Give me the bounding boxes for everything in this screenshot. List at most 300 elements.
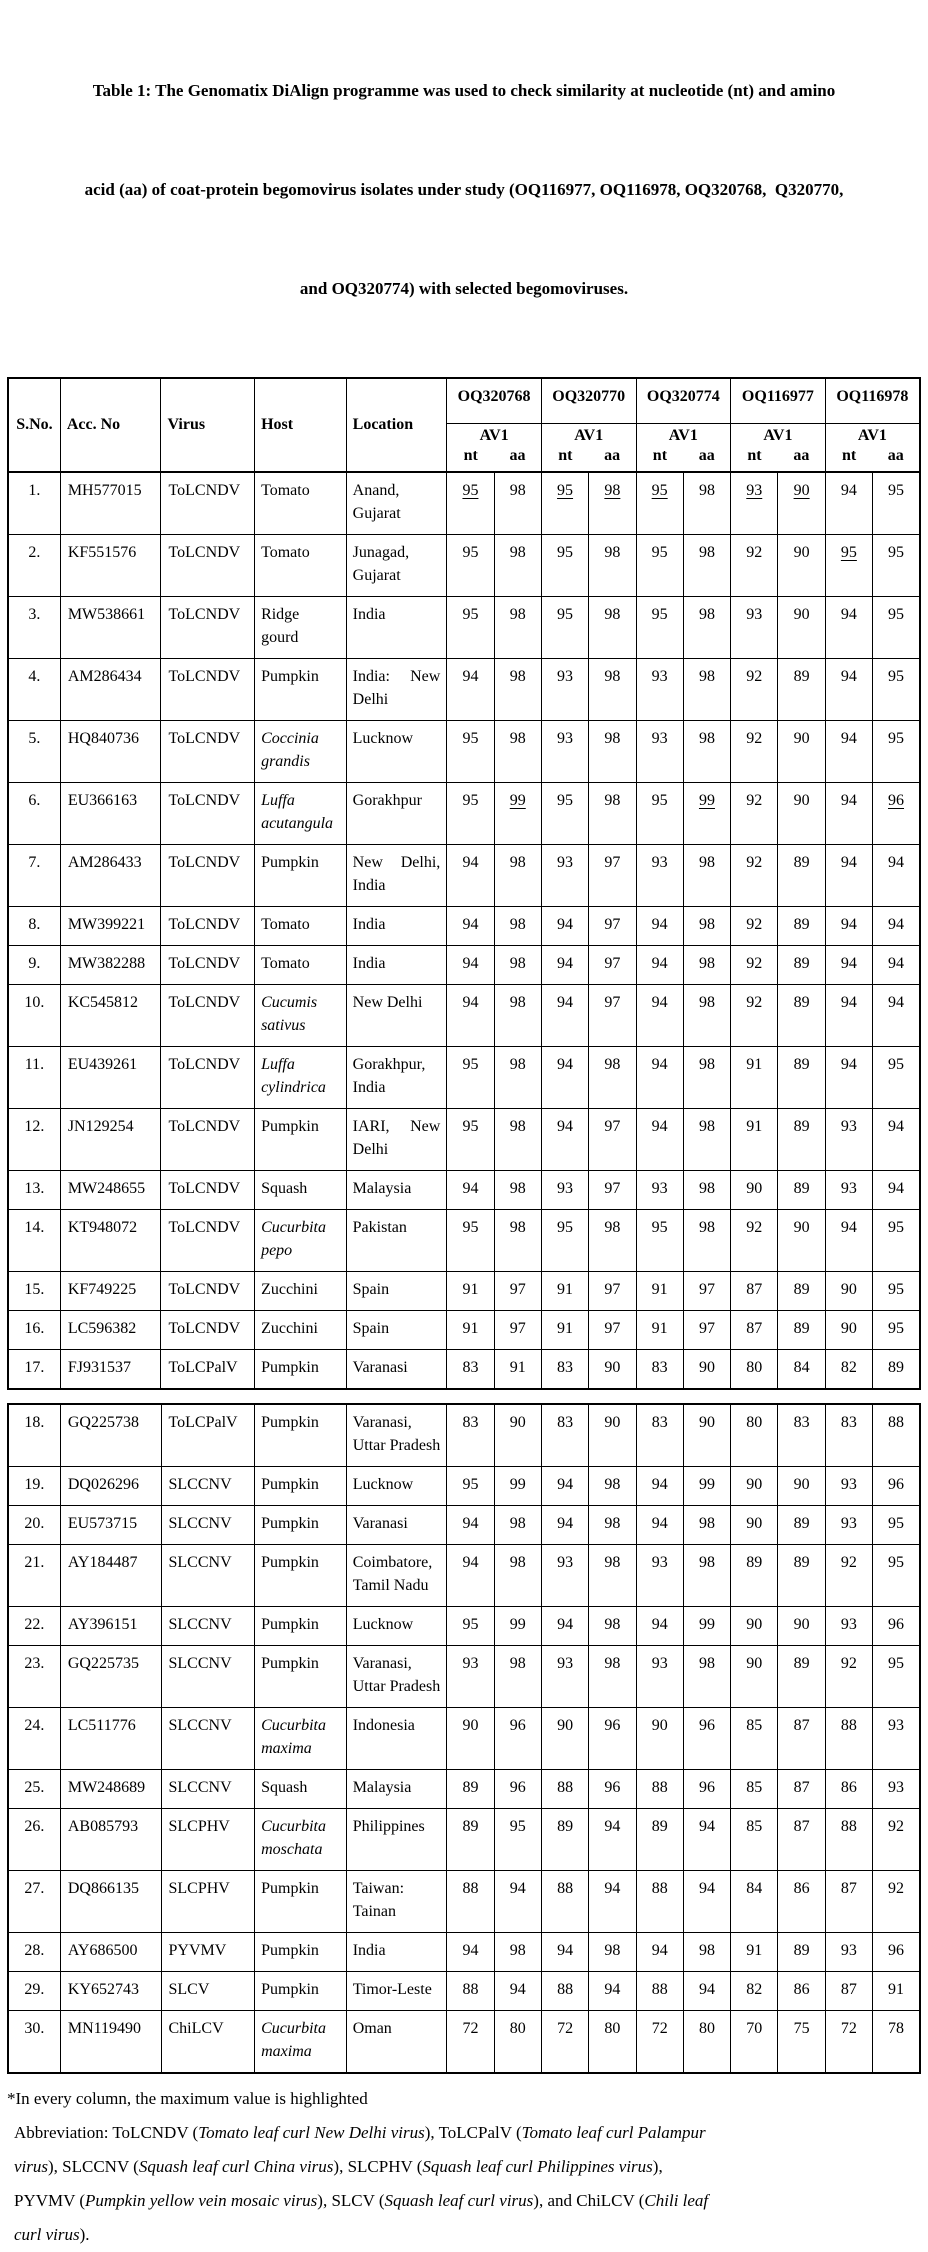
cell-similarity-value	[447, 1272, 494, 1311]
table-row	[8, 946, 920, 985]
cell-similarity-value	[494, 721, 541, 783]
similarity-value: 94	[651, 955, 668, 972]
cell-similarity-value	[873, 1350, 920, 1390]
cell-accession-number: MW248655	[60, 1171, 161, 1210]
header-metric-nt: nt	[447, 446, 494, 472]
cell-host: Cucurbita maxima	[255, 2011, 347, 2074]
cell-host: Squash	[255, 1171, 347, 1210]
similarity-value: 98	[509, 482, 526, 499]
cell-similarity-value	[825, 1708, 872, 1770]
cell-similarity-value	[636, 1404, 683, 1467]
similarity-value: 95	[888, 1554, 905, 1571]
similarity-value: 95	[462, 544, 479, 561]
cell-similarity-value	[636, 1506, 683, 1545]
cell-serial-number: 11.	[8, 1047, 60, 1109]
header-row-isolates	[8, 378, 920, 424]
cell-serial-number: 21.	[8, 1545, 60, 1607]
cell-similarity-value	[873, 783, 920, 845]
similarity-value: 94	[840, 1219, 857, 1236]
cell-serial-number: 3.	[8, 597, 60, 659]
footnote-text: ), SLCCNV (	[48, 2157, 139, 2176]
similarity-value: 84	[746, 1880, 763, 1897]
cell-accession-number: MN119490	[60, 2011, 161, 2074]
cell-similarity-value	[494, 1109, 541, 1171]
similarity-value: 96	[888, 1942, 905, 1959]
cell-accession-number: EU573715	[60, 1506, 161, 1545]
cell-serial-number: 10.	[8, 985, 60, 1047]
similarity-value: 88	[462, 1880, 479, 1897]
similarity-value: 94	[840, 1056, 857, 1073]
cell-similarity-value	[778, 535, 825, 597]
cell-similarity-value	[636, 985, 683, 1047]
cell-serial-number: 14.	[8, 1210, 60, 1272]
cell-similarity-value	[494, 1047, 541, 1109]
cell-similarity-value	[447, 1708, 494, 1770]
similarity-value: 98	[604, 1554, 621, 1571]
cell-similarity-value	[541, 1350, 588, 1390]
similarity-value: 86	[840, 1779, 857, 1796]
similarity-value: 93	[840, 1118, 857, 1135]
cell-similarity-value	[778, 907, 825, 946]
cell-similarity-value	[447, 2011, 494, 2074]
cell-similarity-value	[589, 1311, 636, 1350]
similarity-value: 95	[462, 1616, 479, 1633]
cell-location: Gorakhpur	[346, 783, 447, 845]
cell-similarity-value	[636, 535, 683, 597]
similarity-value: 90	[793, 1219, 810, 1236]
cell-similarity-value	[873, 1545, 920, 1607]
cell-similarity-value	[541, 659, 588, 721]
cell-similarity-value	[541, 1933, 588, 1972]
cell-similarity-value	[778, 783, 825, 845]
cell-similarity-value	[778, 1708, 825, 1770]
cell-serial-number: 17.	[8, 1350, 60, 1390]
similarity-value: 93	[888, 1779, 905, 1796]
similarity-table-part-1	[7, 377, 921, 1390]
cell-similarity-value	[683, 783, 730, 845]
cell-similarity-value	[494, 1871, 541, 1933]
similarity-value: 94	[698, 1981, 715, 1998]
cell-location: Varanasi, Uttar Pradesh	[346, 1404, 447, 1467]
cell-similarity-value	[778, 1770, 825, 1809]
cell-host: Tomato	[255, 472, 347, 535]
similarity-value: 98	[604, 1515, 621, 1532]
cell-similarity-value	[494, 1404, 541, 1467]
similarity-value: 98	[604, 668, 621, 685]
cell-host: Pumpkin	[255, 1607, 347, 1646]
cell-similarity-value	[636, 1708, 683, 1770]
cell-similarity-value	[636, 1210, 683, 1272]
cell-similarity-value	[636, 659, 683, 721]
cell-location: Lucknow	[346, 721, 447, 783]
cell-similarity-value	[589, 1972, 636, 2011]
cell-similarity-value	[636, 1109, 683, 1171]
virus-full-name: Tomato leaf curl Palampur virus	[14, 2123, 706, 2176]
cell-similarity-value	[494, 597, 541, 659]
cell-similarity-value	[731, 1311, 778, 1350]
cell-similarity-value	[873, 2011, 920, 2074]
cell-similarity-value	[731, 721, 778, 783]
cell-host: Pumpkin	[255, 1646, 347, 1708]
cell-accession-number: GQ225735	[60, 1646, 161, 1708]
similarity-value: 95	[888, 482, 905, 499]
cell-similarity-value	[541, 1109, 588, 1171]
cell-similarity-value	[494, 946, 541, 985]
cell-similarity-value	[494, 985, 541, 1047]
cell-similarity-value	[873, 1047, 920, 1109]
cell-similarity-value	[683, 597, 730, 659]
similarity-value: 95	[888, 1281, 905, 1298]
similarity-value: 94	[557, 1942, 574, 1959]
cell-similarity-value	[778, 946, 825, 985]
cell-similarity-value	[683, 1770, 730, 1809]
cell-host: Pumpkin	[255, 1109, 347, 1171]
similarity-value: 98	[509, 1942, 526, 1959]
cell-similarity-value	[825, 1871, 872, 1933]
cell-accession-number: AM286434	[60, 659, 161, 721]
cell-similarity-value	[589, 597, 636, 659]
similarity-value: 93	[746, 606, 763, 623]
cell-similarity-value	[494, 1272, 541, 1311]
cell-similarity-value	[683, 1607, 730, 1646]
similarity-value: 83	[840, 1414, 857, 1431]
similarity-value: 89	[793, 955, 810, 972]
cell-similarity-value	[447, 1047, 494, 1109]
similarity-value: 94	[840, 792, 857, 809]
cell-virus: ToLCNDV	[161, 1171, 255, 1210]
cell-similarity-value	[778, 1047, 825, 1109]
cell-similarity-value	[636, 1545, 683, 1607]
cell-similarity-value	[589, 1047, 636, 1109]
cell-similarity-value	[541, 1047, 588, 1109]
cell-similarity-value	[778, 1607, 825, 1646]
cell-similarity-value	[589, 1350, 636, 1390]
header-metric-aa: aa	[778, 446, 825, 472]
cell-serial-number: 8.	[8, 907, 60, 946]
cell-host: Pumpkin	[255, 1467, 347, 1506]
table-row	[8, 535, 920, 597]
similarity-value: 94	[840, 730, 857, 747]
similarity-value: 92	[746, 792, 763, 809]
similarity-value: 98	[698, 668, 715, 685]
cell-location: India	[346, 1933, 447, 1972]
cell-similarity-value	[447, 1871, 494, 1933]
similarity-value: 93	[557, 668, 574, 685]
similarity-value: 98	[604, 730, 621, 747]
cell-similarity-value	[541, 1311, 588, 1350]
cell-host: Coccinia grandis	[255, 721, 347, 783]
cell-virus: PYVMV	[161, 1933, 255, 1972]
similarity-value: 93	[651, 730, 668, 747]
similarity-value: 91	[888, 1981, 905, 1998]
table-row	[8, 721, 920, 783]
similarity-value: 90	[509, 1414, 526, 1431]
cell-host: Tomato	[255, 535, 347, 597]
cell-location: Malaysia	[346, 1171, 447, 1210]
cell-similarity-value	[494, 1350, 541, 1390]
cell-virus: SLCCNV	[161, 1545, 255, 1607]
similarity-value: 98	[509, 994, 526, 1011]
cell-serial-number: 25.	[8, 1770, 60, 1809]
cell-similarity-value	[636, 1467, 683, 1506]
header-isolate-oq116977: OQ116977	[731, 378, 826, 424]
cell-similarity-value	[636, 1871, 683, 1933]
cell-similarity-value	[825, 472, 872, 535]
cell-accession-number: AY184487	[60, 1545, 161, 1607]
cell-similarity-value	[541, 2011, 588, 2074]
table-row	[8, 1109, 920, 1171]
table-row	[8, 1545, 920, 1607]
similarity-value: 98	[698, 606, 715, 623]
similarity-value: 99	[509, 792, 526, 809]
cell-location: India	[346, 946, 447, 985]
similarity-value: 89	[462, 1779, 479, 1796]
similarity-value: 88	[651, 1880, 668, 1897]
cell-similarity-value	[541, 985, 588, 1047]
cell-similarity-value	[589, 721, 636, 783]
similarity-value: 94	[557, 1118, 574, 1135]
cell-similarity-value	[589, 907, 636, 946]
similarity-value: 98	[509, 955, 526, 972]
cell-location: Gorakhpur, India	[346, 1047, 447, 1109]
cell-similarity-value	[778, 1272, 825, 1311]
header-host: Host	[255, 378, 347, 472]
similarity-value: 89	[793, 1554, 810, 1571]
cell-similarity-value	[825, 1467, 872, 1506]
similarity-value: 96	[509, 1717, 526, 1734]
cell-similarity-value	[589, 1871, 636, 1933]
cell-similarity-value	[447, 1646, 494, 1708]
cell-location: Malaysia	[346, 1770, 447, 1809]
similarity-value: 94	[651, 916, 668, 933]
cell-similarity-value	[731, 1770, 778, 1809]
similarity-value: 98	[509, 544, 526, 561]
cell-location: Varanasi	[346, 1506, 447, 1545]
header-metric-nt: nt	[825, 446, 872, 472]
cell-similarity-value	[589, 1467, 636, 1506]
similarity-value: 97	[698, 1281, 715, 1298]
cell-similarity-value	[731, 2011, 778, 2074]
table-body-part-2	[8, 1404, 920, 2073]
similarity-value: 90	[462, 1717, 479, 1734]
cell-similarity-value	[636, 721, 683, 783]
similarity-value: 99	[698, 1476, 715, 1493]
cell-similarity-value	[731, 1545, 778, 1607]
table-row	[8, 1350, 920, 1390]
similarity-value: 92	[746, 916, 763, 933]
cell-similarity-value	[873, 535, 920, 597]
similarity-value: 90	[793, 482, 810, 499]
cell-similarity-value	[683, 659, 730, 721]
cell-similarity-value	[589, 783, 636, 845]
table-row	[8, 985, 920, 1047]
footnote-text: ), and ChiLCV (	[533, 2191, 645, 2210]
cell-similarity-value	[447, 1545, 494, 1607]
cell-virus: ToLCNDV	[161, 721, 255, 783]
similarity-value: 98	[698, 730, 715, 747]
cell-host: Cucumis sativus	[255, 985, 347, 1047]
cell-similarity-value	[683, 1646, 730, 1708]
cell-accession-number: DQ866135	[60, 1871, 161, 1933]
header-isolate-oq320770: OQ320770	[541, 378, 636, 424]
similarity-value: 98	[698, 916, 715, 933]
similarity-value: 94	[462, 854, 479, 871]
cell-similarity-value	[683, 985, 730, 1047]
similarity-value: 95	[509, 1818, 526, 1835]
cell-similarity-value	[541, 1404, 588, 1467]
similarity-value: 97	[604, 994, 621, 1011]
cell-similarity-value	[731, 1350, 778, 1390]
similarity-value: 87	[840, 1981, 857, 1998]
cell-host: Pumpkin	[255, 1545, 347, 1607]
similarity-value: 89	[793, 1056, 810, 1073]
cell-similarity-value	[541, 845, 588, 907]
cell-similarity-value	[778, 1171, 825, 1210]
similarity-value: 94	[840, 668, 857, 685]
cell-similarity-value	[636, 907, 683, 946]
cell-similarity-value	[541, 1708, 588, 1770]
similarity-value: 95	[651, 482, 668, 499]
similarity-value: 83	[557, 1359, 574, 1376]
cell-serial-number: 24.	[8, 1708, 60, 1770]
cell-similarity-value	[636, 783, 683, 845]
cell-similarity-value	[447, 1171, 494, 1210]
cell-virus: SLCCNV	[161, 1607, 255, 1646]
similarity-value: 88	[888, 1414, 905, 1431]
cell-location: Varanasi, Uttar Pradesh	[346, 1646, 447, 1708]
similarity-value: 90	[793, 606, 810, 623]
similarity-value: 96	[604, 1779, 621, 1796]
cell-similarity-value	[683, 1871, 730, 1933]
cell-similarity-value	[683, 1545, 730, 1607]
similarity-value: 89	[557, 1818, 574, 1835]
cell-similarity-value	[589, 659, 636, 721]
cell-location: Indonesia	[346, 1708, 447, 1770]
similarity-value: 95	[651, 792, 668, 809]
cell-similarity-value	[778, 472, 825, 535]
cell-similarity-value	[447, 1506, 494, 1545]
similarity-value: 93	[651, 668, 668, 685]
similarity-value: 93	[651, 1554, 668, 1571]
cell-serial-number: 28.	[8, 1933, 60, 1972]
similarity-value: 94	[604, 1818, 621, 1835]
similarity-value: 94	[462, 1554, 479, 1571]
cell-serial-number: 2.	[8, 535, 60, 597]
cell-similarity-value	[447, 907, 494, 946]
cell-serial-number: 27.	[8, 1871, 60, 1933]
footnote-text: ).	[79, 2225, 90, 2244]
cell-similarity-value	[778, 1646, 825, 1708]
footnote-text: Abbreviation: ToLCNDV (	[14, 2123, 199, 2142]
similarity-value: 95	[888, 730, 905, 747]
similarity-value: 88	[557, 1981, 574, 1998]
similarity-value: 98	[509, 916, 526, 933]
cell-similarity-value	[873, 597, 920, 659]
cell-host: Tomato	[255, 946, 347, 985]
similarity-value: 97	[509, 1320, 526, 1337]
cell-accession-number: DQ026296	[60, 1467, 161, 1506]
cell-similarity-value	[447, 659, 494, 721]
table-row	[8, 1210, 920, 1272]
cell-similarity-value	[589, 1109, 636, 1171]
cell-similarity-value	[731, 1809, 778, 1871]
cell-virus: SLCCNV	[161, 1770, 255, 1809]
cell-similarity-value	[825, 1506, 872, 1545]
similarity-value: 94	[509, 1981, 526, 1998]
cell-similarity-value	[825, 1210, 872, 1272]
cell-similarity-value	[541, 946, 588, 985]
cell-similarity-value	[541, 1809, 588, 1871]
similarity-value: 88	[651, 1779, 668, 1796]
cell-accession-number: HQ840736	[60, 721, 161, 783]
cell-similarity-value	[825, 1646, 872, 1708]
similarity-value: 94	[462, 916, 479, 933]
cell-similarity-value	[541, 597, 588, 659]
cell-virus: SLCCNV	[161, 1467, 255, 1506]
cell-similarity-value	[873, 907, 920, 946]
header-metric-aa: aa	[494, 446, 541, 472]
cell-similarity-value	[541, 1210, 588, 1272]
similarity-value: 96	[509, 1779, 526, 1796]
similarity-value: 93	[651, 854, 668, 871]
table-row	[8, 1047, 920, 1109]
footnote-text: ), PYVMV (	[14, 2157, 663, 2210]
cell-similarity-value	[494, 1506, 541, 1545]
similarity-value: 95	[557, 606, 574, 623]
similarity-value: 94	[698, 1818, 715, 1835]
table-row	[8, 2011, 920, 2074]
cell-similarity-value	[683, 721, 730, 783]
similarity-value: 95	[557, 482, 574, 499]
similarity-value: 89	[793, 1942, 810, 1959]
similarity-value: 98	[604, 544, 621, 561]
cell-similarity-value	[825, 659, 872, 721]
similarity-value: 94	[651, 1616, 668, 1633]
cell-similarity-value	[589, 946, 636, 985]
cell-similarity-value	[541, 1871, 588, 1933]
cell-similarity-value	[778, 597, 825, 659]
cell-similarity-value	[873, 1171, 920, 1210]
cell-serial-number: 26.	[8, 1809, 60, 1871]
similarity-value: 94	[557, 1616, 574, 1633]
cell-similarity-value	[494, 845, 541, 907]
cell-serial-number: 23.	[8, 1646, 60, 1708]
cell-serial-number: 16.	[8, 1311, 60, 1350]
cell-location: India	[346, 597, 447, 659]
similarity-value: 94	[557, 994, 574, 1011]
cell-virus: ToLCNDV	[161, 1311, 255, 1350]
cell-similarity-value	[636, 1607, 683, 1646]
cell-similarity-value	[447, 783, 494, 845]
similarity-value: 92	[746, 544, 763, 561]
cell-similarity-value	[873, 1607, 920, 1646]
similarity-value: 80	[746, 1414, 763, 1431]
similarity-value: 94	[698, 1880, 715, 1897]
similarity-value: 94	[462, 1180, 479, 1197]
similarity-value: 89	[746, 1554, 763, 1571]
similarity-value: 72	[840, 2020, 857, 2037]
cell-similarity-value	[494, 1933, 541, 1972]
similarity-value: 98	[509, 730, 526, 747]
cell-similarity-value	[636, 845, 683, 907]
similarity-value: 94	[651, 1056, 668, 1073]
table-row	[8, 907, 920, 946]
cell-location: New Delhi, India	[346, 845, 447, 907]
cell-accession-number: MW382288	[60, 946, 161, 985]
similarity-value: 96	[888, 1476, 905, 1493]
similarity-value: 88	[840, 1818, 857, 1835]
cell-similarity-value	[873, 1506, 920, 1545]
